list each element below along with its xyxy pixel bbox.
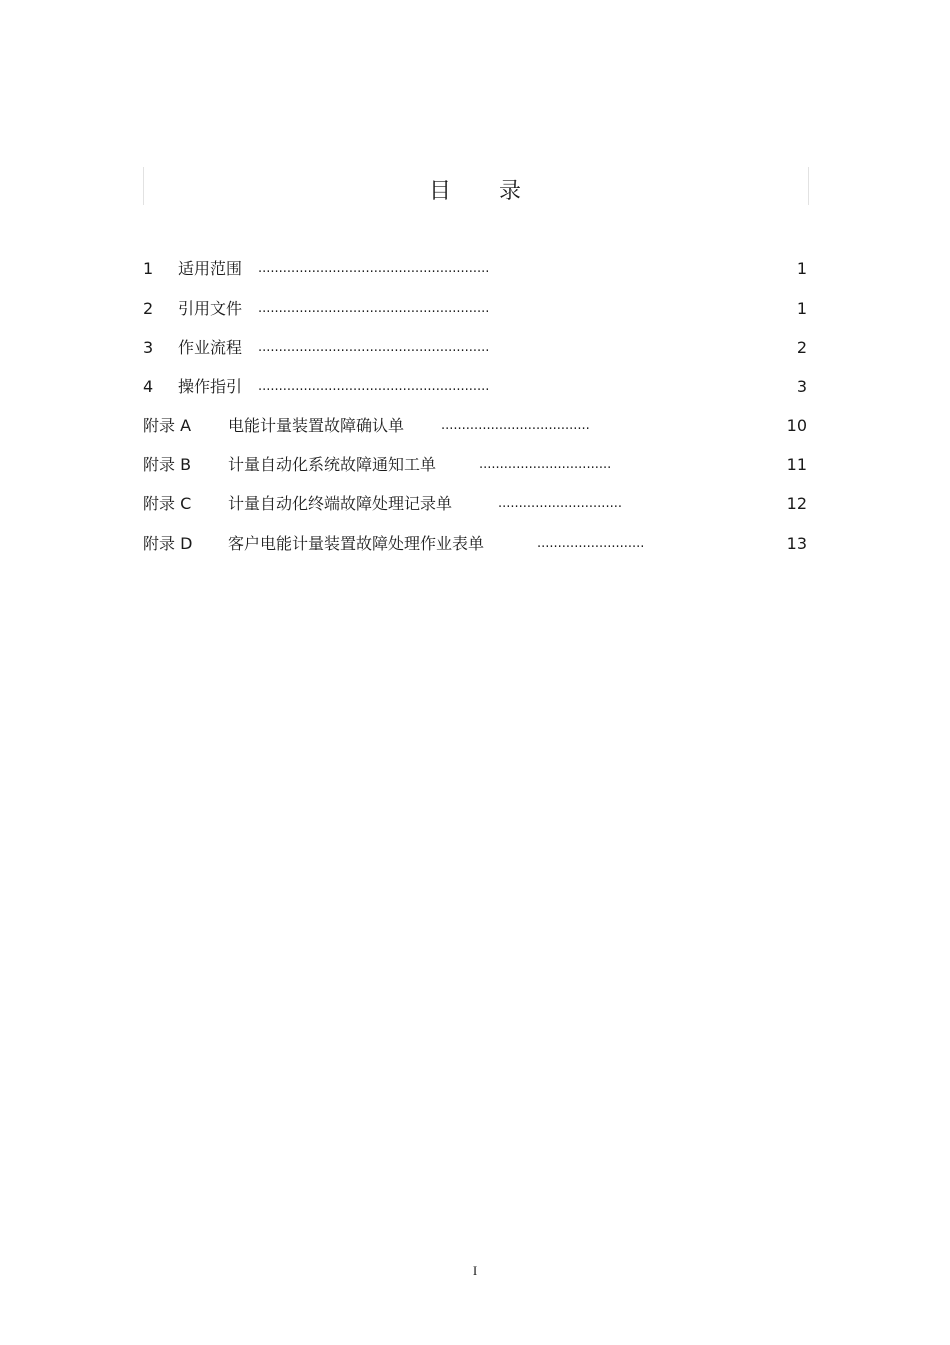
toc-entry-number: 附录 D xyxy=(143,534,193,553)
toc-entry-appendix-b[interactable] xyxy=(143,453,807,477)
toc-entry-leader: .............................. xyxy=(498,496,622,511)
toc-entry-leader: ................................ xyxy=(479,457,612,472)
toc-entry-appendix-d[interactable] xyxy=(143,532,807,556)
toc-entry-label: 引用文件 xyxy=(178,299,243,318)
toc-entry-label: 作业流程 xyxy=(178,338,243,357)
toc-entry-number: 2 xyxy=(143,299,154,318)
toc-entry-label: 计量自动化系统故障通知工单 xyxy=(228,455,437,474)
toc-entry-2[interactable] xyxy=(143,297,807,321)
toc-entry-label: 客户电能计量装置故障处理作业表单 xyxy=(228,534,485,553)
toc-entry-number: 4 xyxy=(143,377,154,396)
toc-entry-leader: ........................................................ xyxy=(258,261,490,276)
toc-entry-label: 操作指引 xyxy=(178,377,243,396)
toc-entry-page: 1 xyxy=(796,259,807,278)
toc-entry-page: 10 xyxy=(786,416,807,435)
toc-entry-leader: ........................................................ xyxy=(258,379,490,394)
toc-entry-appendix-a[interactable] xyxy=(143,414,807,438)
toc-entry-appendix-c[interactable] xyxy=(143,492,807,516)
toc-entry-label: 电能计量装置故障确认单 xyxy=(228,416,405,435)
toc-title: 目录 xyxy=(428,179,569,204)
toc-entry-page: 1 xyxy=(796,299,807,318)
toc-entry-number: 1 xyxy=(143,259,154,278)
toc-entry-number: 3 xyxy=(143,338,154,357)
footer-page-number: I xyxy=(472,1263,478,1278)
toc-entry-page: 11 xyxy=(786,455,807,474)
toc-entry-3[interactable] xyxy=(143,336,807,360)
toc-entry-label: 计量自动化终端故障处理记录单 xyxy=(228,494,453,513)
toc-entry-number: 附录 A xyxy=(143,416,192,435)
toc-entry-number: 附录 C xyxy=(143,494,192,513)
toc-entry-leader: .................................... xyxy=(441,418,590,433)
toc-entry-leader: ........................................................ xyxy=(258,301,490,316)
toc-entry-page: 12 xyxy=(786,494,807,513)
toc-entry-leader: .......................... xyxy=(537,536,645,551)
toc-entry-page: 13 xyxy=(786,534,807,553)
toc-entry-page: 2 xyxy=(796,338,807,357)
toc-entry-4[interactable] xyxy=(143,375,807,399)
toc-entry-number: 附录 B xyxy=(143,455,192,474)
toc-entry-leader: ........................................................ xyxy=(258,340,490,355)
toc-entry-1[interactable] xyxy=(143,257,807,281)
toc-entry-page: 3 xyxy=(796,377,807,396)
toc-entry-label: 适用范围 xyxy=(178,259,243,278)
